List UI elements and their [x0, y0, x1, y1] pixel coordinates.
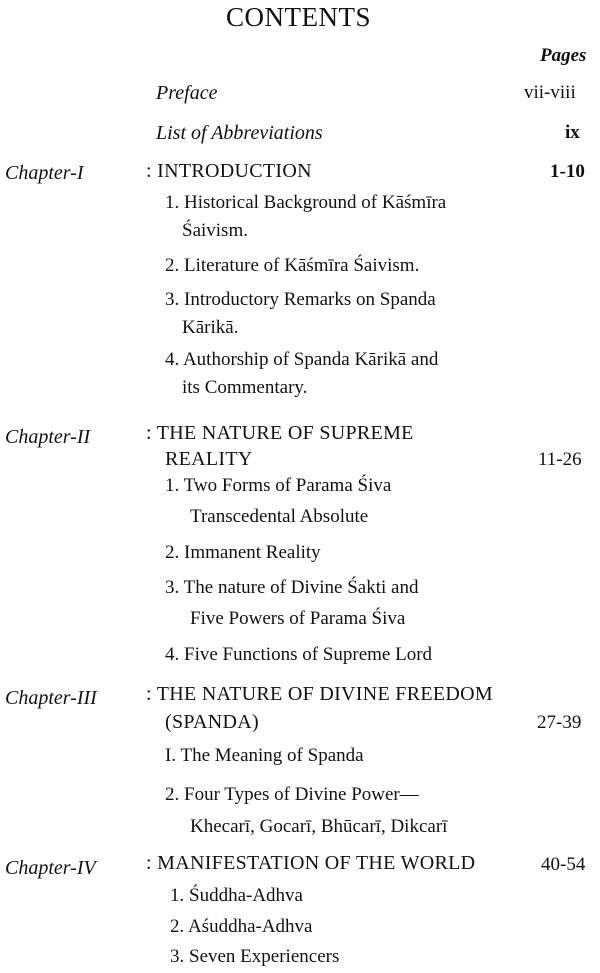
- chapter-2-item-1-line-2: Transcedental Absolute: [190, 506, 369, 527]
- abbreviations-pages: ix: [565, 122, 580, 143]
- chapter-2-item-3-line-1: 3. The nature of Divine Śakti and: [165, 577, 419, 598]
- chapter-2-item-3-line-2: Five Powers of Parama Śiva: [190, 608, 406, 629]
- chapter-2-heading-line-1: : THE NATURE OF SUPREME: [146, 422, 414, 444]
- chapter-1-label: Chapter-I: [5, 162, 84, 184]
- preface-label: Preface: [156, 82, 218, 104]
- chapter-4-item-2: 2. Aśuddha-Adhva: [170, 916, 313, 937]
- chapter-1-item-1-line-2: Śaivism.: [182, 220, 248, 241]
- chapter-2-item-4: 4. Five Functions of Supreme Lord: [165, 644, 433, 665]
- page-title: CONTENTS: [226, 2, 371, 32]
- chapter-4-item-3: 3. Seven Experiencers: [170, 946, 340, 967]
- chapter-3-item-1: I. The Meaning of Spanda: [165, 745, 364, 766]
- chapter-3-item-2-line-2: Khecarī, Gocarī, Bhūcarī, Dikcarī: [190, 816, 448, 837]
- chapter-1-heading: : INTRODUCTION: [146, 160, 312, 182]
- chapter-1-item-4-line-2: its Commentary.: [182, 377, 308, 398]
- chapter-1-pages: 1-10: [550, 161, 585, 182]
- chapter-3-label: Chapter-III: [5, 687, 97, 709]
- chapter-3-pages: 27-39: [537, 712, 582, 733]
- preface-pages: vii-viii: [524, 82, 576, 103]
- chapter-4-label: Chapter-IV: [5, 857, 96, 879]
- chapter-2-item-1-line-1: 1. Two Forms of Parama Śiva: [165, 475, 392, 496]
- chapter-1-item-2: 2. Literature of Kāśmīra Śaivism.: [165, 255, 420, 276]
- chapter-3-heading-line-2: (SPANDA): [165, 711, 259, 733]
- chapter-4-item-1: 1. Śuddha-Adhva: [170, 885, 303, 906]
- chapter-2-heading-line-2: REALITY: [165, 448, 253, 470]
- chapter-4-pages: 40-54: [541, 854, 586, 875]
- chapter-3-item-2-line-1: 2. Four Types of Divine Power—: [165, 784, 419, 805]
- chapter-2-item-2: 2. Immanent Reality: [165, 542, 321, 563]
- chapter-1-item-4-line-1: 4. Authorship of Spanda Kārikā and: [165, 349, 439, 370]
- chapter-4-heading: : MANIFESTATION OF THE WORLD: [146, 852, 476, 874]
- chapter-3-heading-line-1: : THE NATURE OF DIVINE FREEDOM: [146, 683, 493, 705]
- chapter-2-label: Chapter-II: [5, 426, 91, 448]
- chapter-1-item-1-line-1: 1. Historical Background of Kāśmīra: [165, 192, 447, 213]
- chapter-1-item-3-line-2: Kārikā.: [182, 317, 239, 338]
- abbreviations-label: List of Abbreviations: [156, 122, 323, 144]
- pages-column-header: Pages: [540, 45, 587, 66]
- chapter-1-item-3-line-1: 3. Introductory Remarks on Spanda: [165, 289, 436, 310]
- chapter-2-pages: 11-26: [538, 449, 582, 470]
